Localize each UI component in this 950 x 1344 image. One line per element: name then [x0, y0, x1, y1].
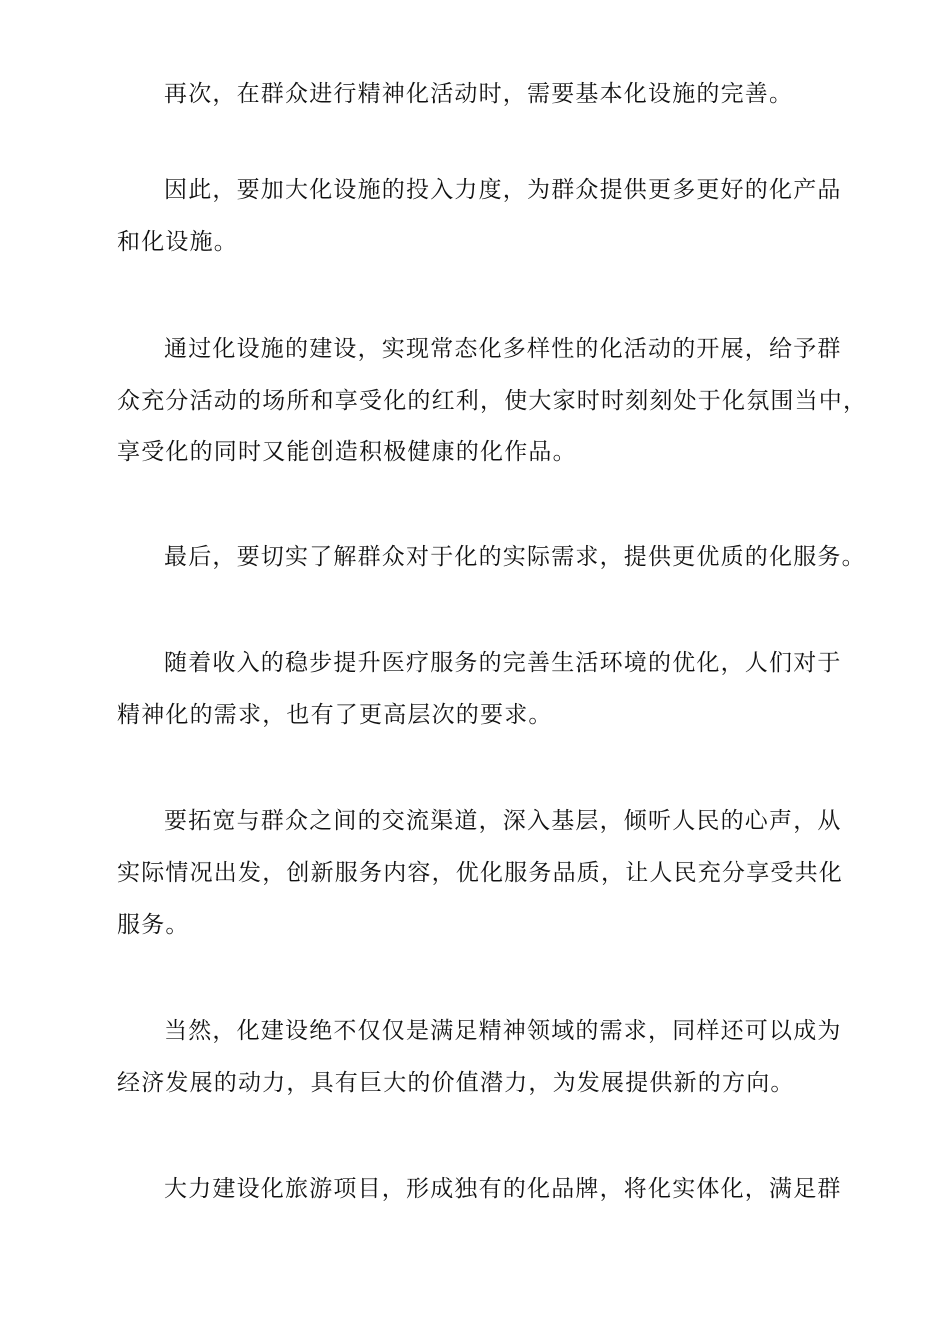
paragraph-5-line-2: 精神化的需求，也有了更高层次的要求。: [117, 702, 553, 728]
paragraph-6-line-2: 实际情况出发，创新服务内容，优化服务品质，让人民充分享受共化: [117, 860, 843, 886]
paragraph-6-line-1: 要拓宽与群众之间的交流渠道，深入基层，倾听人民的心声，从: [164, 808, 842, 834]
paragraph-3-line-3: 享受化的同时又能创造积极健康的化作品。: [117, 439, 577, 465]
paragraph-1-line-1: 再次，在群众进行精神化活动时，需要基本化设施的完善。: [164, 81, 794, 107]
paragraph-6-line-3: 服务。: [117, 912, 190, 938]
paragraph-4-line-1: 最后，要切实了解群众对于化的实际需求，提供更优质的化服务。: [164, 544, 866, 570]
paragraph-2-line-2: 和化设施。: [117, 229, 238, 255]
paragraph-3-line-2: 众充分活动的场所和享受化的红利，使大家时时刻刻处于化氛围当中，: [117, 388, 868, 414]
paragraph-2-line-1: 因此，要加大化设施的投入力度，为群众提供更多更好的化产品: [164, 177, 842, 203]
paragraph-8-line-1: 大力建设化旅游项目，形成独有的化品牌，将化实体化，满足群: [164, 1176, 842, 1202]
paragraph-3-line-1: 通过化设施的建设，实现常态化多样性的化活动的开展，给予群: [164, 336, 842, 362]
paragraph-7-line-2: 经济发展的动力，具有巨大的价值潜力，为发展提供新的方向。: [117, 1070, 795, 1096]
paragraph-7-line-1: 当然，化建设绝不仅仅是满足精神领域的需求，同样还可以成为: [164, 1018, 842, 1044]
paragraph-5-line-1: 随着收入的稳步提升医疗服务的完善生活环境的优化，人们对于: [164, 650, 842, 676]
